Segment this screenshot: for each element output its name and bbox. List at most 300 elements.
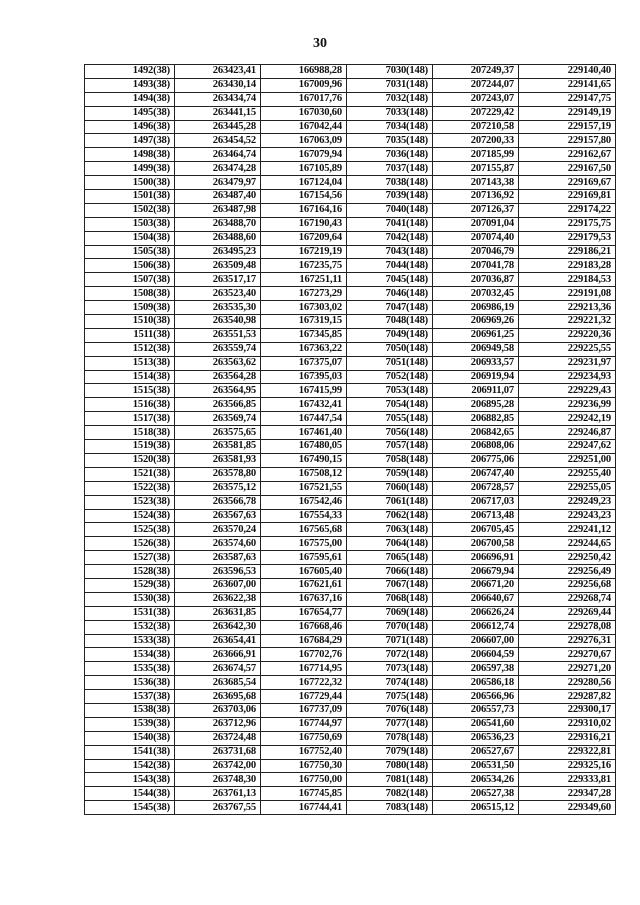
table-cell: 1523(38) [85, 495, 175, 509]
table-cell: 207136,92 [433, 190, 519, 204]
table-cell: 7056(148) [347, 426, 433, 440]
table-cell: 1503(38) [85, 217, 175, 231]
table-cell: 263607,00 [175, 578, 261, 592]
table-row [85, 495, 616, 509]
table-cell: 1505(38) [85, 245, 175, 259]
table-cell: 263535,30 [175, 301, 261, 315]
table-cell: 167668,46 [261, 620, 347, 634]
table-cell: 7052(148) [347, 370, 433, 384]
table-cell: 206961,25 [433, 328, 519, 342]
table-cell: 263703,06 [175, 703, 261, 717]
table-cell: 7039(148) [347, 190, 433, 204]
table-cell: 1535(38) [85, 662, 175, 676]
table-cell: 1522(38) [85, 481, 175, 495]
table-row [85, 342, 616, 356]
table-cell: 263479,97 [175, 176, 261, 190]
table-cell: 229255,05 [519, 481, 616, 495]
table-cell: 1540(38) [85, 731, 175, 745]
table-row [85, 301, 616, 315]
table-cell: 1520(38) [85, 453, 175, 467]
table-cell: 7058(148) [347, 453, 433, 467]
table-cell: 263631,85 [175, 606, 261, 620]
table-cell: 1541(38) [85, 745, 175, 759]
table-cell: 7038(148) [347, 176, 433, 190]
table-cell: 263434,74 [175, 92, 261, 106]
table-cell: 207126,37 [433, 203, 519, 217]
table-cell: 263566,85 [175, 398, 261, 412]
table-row [85, 648, 616, 662]
table-cell: 7033(148) [347, 106, 433, 120]
table-cell: 263563,62 [175, 356, 261, 370]
table-cell: 167490,15 [261, 453, 347, 467]
table-cell: 229349,60 [519, 801, 616, 815]
table-cell: 229179,53 [519, 231, 616, 245]
table-cell: 7041(148) [347, 217, 433, 231]
table-cell: 263495,23 [175, 245, 261, 259]
table-cell: 1537(38) [85, 690, 175, 704]
table-cell: 229162,67 [519, 148, 616, 162]
table-cell: 229287,82 [519, 690, 616, 704]
table-cell: 229243,23 [519, 509, 616, 523]
table-cell: 229244,65 [519, 537, 616, 551]
table-cell: 263569,74 [175, 412, 261, 426]
table-cell: 167508,12 [261, 467, 347, 481]
table-row [85, 662, 616, 676]
table-cell: 263540,98 [175, 315, 261, 329]
table-cell: 167637,16 [261, 592, 347, 606]
table-cell: 7078(148) [347, 731, 433, 745]
table-cell: 1516(38) [85, 398, 175, 412]
table-cell: 207091,04 [433, 217, 519, 231]
table-cell: 206515,12 [433, 801, 519, 815]
table-cell: 206717,03 [433, 495, 519, 509]
coordinates-table [84, 64, 616, 815]
table-cell: 263454,52 [175, 134, 261, 148]
table-cell: 167319,15 [261, 315, 347, 329]
table-cell: 1500(38) [85, 176, 175, 190]
table-cell: 263509,48 [175, 259, 261, 273]
table-cell: 229276,31 [519, 634, 616, 648]
table-cell: 207032,45 [433, 287, 519, 301]
table-cell: 167363,22 [261, 342, 347, 356]
table-cell: 7068(148) [347, 592, 433, 606]
table-cell: 7050(148) [347, 342, 433, 356]
table-row [85, 606, 616, 620]
table-row [85, 176, 616, 190]
table-cell: 167521,55 [261, 481, 347, 495]
table-cell: 207210,58 [433, 120, 519, 134]
table-cell: 206597,38 [433, 662, 519, 676]
table-cell: 1511(38) [85, 328, 175, 342]
table-cell: 7077(148) [347, 717, 433, 731]
table-cell: 167432,41 [261, 398, 347, 412]
table-cell: 263666,91 [175, 648, 261, 662]
table-cell: 1501(38) [85, 190, 175, 204]
table-row [85, 620, 616, 634]
table-cell: 1538(38) [85, 703, 175, 717]
table-cell: 263712,96 [175, 717, 261, 731]
table-cell: 7062(148) [347, 509, 433, 523]
table-row [85, 287, 616, 301]
table-row [85, 328, 616, 342]
table-cell: 206969,26 [433, 315, 519, 329]
table-cell: 263445,28 [175, 120, 261, 134]
table-cell: 7070(148) [347, 620, 433, 634]
table-cell: 166988,28 [261, 65, 347, 79]
table-cell: 229213,36 [519, 301, 616, 315]
table-cell: 7072(148) [347, 648, 433, 662]
table-row [85, 481, 616, 495]
table-cell: 7066(148) [347, 565, 433, 579]
table-cell: 167714,95 [261, 662, 347, 676]
table-row [85, 190, 616, 204]
table-cell: 7049(148) [347, 328, 433, 342]
table-row [85, 787, 616, 801]
table-cell: 229256,68 [519, 578, 616, 592]
table-cell: 229229,43 [519, 384, 616, 398]
table-cell: 229333,81 [519, 773, 616, 787]
table-cell: 167079,94 [261, 148, 347, 162]
table-cell: 7034(148) [347, 120, 433, 134]
table-cell: 167575,00 [261, 537, 347, 551]
table-cell: 7048(148) [347, 315, 433, 329]
table-cell: 167345,85 [261, 328, 347, 342]
table-cell: 7055(148) [347, 412, 433, 426]
table-cell: 7083(148) [347, 801, 433, 815]
table-cell: 167375,07 [261, 356, 347, 370]
table-row [85, 592, 616, 606]
table-row [85, 370, 616, 384]
table-cell: 229175,75 [519, 217, 616, 231]
table-cell: 167219,19 [261, 245, 347, 259]
table-cell: 167595,61 [261, 551, 347, 565]
table-row [85, 731, 616, 745]
table-cell: 1514(38) [85, 370, 175, 384]
table-cell: 167554,33 [261, 509, 347, 523]
table-cell: 167273,29 [261, 287, 347, 301]
table-cell: 1507(38) [85, 273, 175, 287]
table-cell: 167030,60 [261, 106, 347, 120]
table-cell: 263731,68 [175, 745, 261, 759]
table-cell: 7069(148) [347, 606, 433, 620]
table-cell: 167722,32 [261, 676, 347, 690]
table-cell: 7065(148) [347, 551, 433, 565]
table-cell: 263575,65 [175, 426, 261, 440]
table-cell: 167702,76 [261, 648, 347, 662]
table-cell: 207244,07 [433, 78, 519, 92]
table-cell: 229149,19 [519, 106, 616, 120]
table-row [85, 134, 616, 148]
table-cell: 167621,61 [261, 578, 347, 592]
table-row [85, 315, 616, 329]
table-cell: 1525(38) [85, 523, 175, 537]
table-cell: 206775,06 [433, 453, 519, 467]
table-cell: 229250,42 [519, 551, 616, 565]
table-cell: 7064(148) [347, 537, 433, 551]
table-cell: 167737,09 [261, 703, 347, 717]
table-row [85, 690, 616, 704]
table-cell: 229157,19 [519, 120, 616, 134]
table-row [85, 703, 616, 717]
table-cell: 263567,63 [175, 509, 261, 523]
table-cell: 7040(148) [347, 203, 433, 217]
table-cell: 229310,02 [519, 717, 616, 731]
table-row [85, 676, 616, 690]
table-cell: 229231,97 [519, 356, 616, 370]
table-cell: 229236,99 [519, 398, 616, 412]
table-cell: 229183,28 [519, 259, 616, 273]
table-cell: 229316,21 [519, 731, 616, 745]
table-cell: 263523,40 [175, 287, 261, 301]
table-cell: 206747,40 [433, 467, 519, 481]
table-cell: 1528(38) [85, 565, 175, 579]
table-cell: 229141,65 [519, 78, 616, 92]
table-cell: 229300,17 [519, 703, 616, 717]
table-cell: 263654,41 [175, 634, 261, 648]
table-cell: 263488,70 [175, 217, 261, 231]
table-cell: 229247,62 [519, 440, 616, 454]
table-cell: 263587,63 [175, 551, 261, 565]
table-cell: 1498(38) [85, 148, 175, 162]
table-cell: 206696,91 [433, 551, 519, 565]
table-cell: 263695,68 [175, 690, 261, 704]
table-row [85, 453, 616, 467]
coordinates-table-body [85, 65, 616, 815]
table-cell: 263748,30 [175, 773, 261, 787]
table-cell: 229186,21 [519, 245, 616, 259]
table-cell: 167750,00 [261, 773, 347, 787]
table-cell: 1532(38) [85, 620, 175, 634]
table-cell: 167744,41 [261, 801, 347, 815]
table-cell: 229242,19 [519, 412, 616, 426]
table-cell: 229225,55 [519, 342, 616, 356]
table-cell: 1512(38) [85, 342, 175, 356]
table-cell: 167447,54 [261, 412, 347, 426]
table-cell: 263566,78 [175, 495, 261, 509]
table-cell: 167105,89 [261, 162, 347, 176]
table-cell: 263517,17 [175, 273, 261, 287]
table-cell: 263488,60 [175, 231, 261, 245]
table-cell: 207155,87 [433, 162, 519, 176]
table-cell: 7074(148) [347, 676, 433, 690]
table-cell: 229278,08 [519, 620, 616, 634]
table-cell: 1499(38) [85, 162, 175, 176]
table-cell: 229269,44 [519, 606, 616, 620]
table-cell: 167750,69 [261, 731, 347, 745]
table-cell: 206604,59 [433, 648, 519, 662]
table-cell: 229325,16 [519, 759, 616, 773]
table-row [85, 384, 616, 398]
table-cell: 229347,28 [519, 787, 616, 801]
table-cell: 167684,29 [261, 634, 347, 648]
table-cell: 263464,74 [175, 148, 261, 162]
table-cell: 167480,05 [261, 440, 347, 454]
table-row [85, 398, 616, 412]
table-cell: 263564,95 [175, 384, 261, 398]
table-cell: 229220,36 [519, 328, 616, 342]
table-cell: 263575,12 [175, 481, 261, 495]
table-cell: 206705,45 [433, 523, 519, 537]
table-row [85, 148, 616, 162]
table-cell: 7044(148) [347, 259, 433, 273]
table-row [85, 231, 616, 245]
table-cell: 206531,50 [433, 759, 519, 773]
table-cell: 1524(38) [85, 509, 175, 523]
table-cell: 7060(148) [347, 481, 433, 495]
table-row [85, 773, 616, 787]
table-cell: 206536,23 [433, 731, 519, 745]
table-cell: 1529(38) [85, 578, 175, 592]
table-cell: 167542,46 [261, 495, 347, 509]
table-cell: 229184,53 [519, 273, 616, 287]
table-cell: 1506(38) [85, 259, 175, 273]
table-row [85, 217, 616, 231]
table-cell: 229169,81 [519, 190, 616, 204]
table-cell: 7047(148) [347, 301, 433, 315]
table-cell: 1508(38) [85, 287, 175, 301]
table-cell: 7051(148) [347, 356, 433, 370]
table-cell: 263487,98 [175, 203, 261, 217]
table-cell: 1536(38) [85, 676, 175, 690]
table-cell: 7061(148) [347, 495, 433, 509]
table-cell: 7057(148) [347, 440, 433, 454]
table-row [85, 162, 616, 176]
table-cell: 7079(148) [347, 745, 433, 759]
table-row [85, 565, 616, 579]
table-cell: 167750,30 [261, 759, 347, 773]
table-cell: 263742,00 [175, 759, 261, 773]
table-cell: 229167,50 [519, 162, 616, 176]
table-cell: 1539(38) [85, 717, 175, 731]
table-cell: 167415,99 [261, 384, 347, 398]
table-cell: 1531(38) [85, 606, 175, 620]
table-cell: 1527(38) [85, 551, 175, 565]
table-cell: 229280,56 [519, 676, 616, 690]
table-cell: 167042,44 [261, 120, 347, 134]
table-cell: 167303,02 [261, 301, 347, 315]
table-cell: 7042(148) [347, 231, 433, 245]
table-cell: 207143,38 [433, 176, 519, 190]
table-cell: 1492(38) [85, 65, 175, 79]
table-cell: 229191,08 [519, 287, 616, 301]
table-cell: 7053(148) [347, 384, 433, 398]
table-cell: 263642,30 [175, 620, 261, 634]
table-cell: 229270,67 [519, 648, 616, 662]
table-cell: 229234,93 [519, 370, 616, 384]
table-row [85, 106, 616, 120]
table-cell: 1543(38) [85, 773, 175, 787]
table-cell: 263474,28 [175, 162, 261, 176]
table-cell: 1497(38) [85, 134, 175, 148]
table-row [85, 801, 616, 815]
table-cell: 229255,40 [519, 467, 616, 481]
table-cell: 206842,65 [433, 426, 519, 440]
table-cell: 229251,00 [519, 453, 616, 467]
table-cell: 1502(38) [85, 203, 175, 217]
table-cell: 1510(38) [85, 315, 175, 329]
table-cell: 229169,67 [519, 176, 616, 190]
table-cell: 206986,19 [433, 301, 519, 315]
table-row [85, 78, 616, 92]
table-cell: 207074,40 [433, 231, 519, 245]
table-row [85, 440, 616, 454]
table-cell: 206527,67 [433, 745, 519, 759]
table-cell: 206895,28 [433, 398, 519, 412]
table-cell: 206541,60 [433, 717, 519, 731]
table-cell: 1517(38) [85, 412, 175, 426]
table-cell: 263564,28 [175, 370, 261, 384]
table-cell: 207185,99 [433, 148, 519, 162]
table-cell: 229256,49 [519, 565, 616, 579]
table-cell: 167009,96 [261, 78, 347, 92]
table-cell: 7082(148) [347, 787, 433, 801]
table-row [85, 426, 616, 440]
table-cell: 263441,15 [175, 106, 261, 120]
table-cell: 206808,06 [433, 440, 519, 454]
table-cell: 1494(38) [85, 92, 175, 106]
table-row [85, 551, 616, 565]
table-cell: 263724,48 [175, 731, 261, 745]
table-cell: 206882,85 [433, 412, 519, 426]
table-cell: 1542(38) [85, 759, 175, 773]
table-cell: 263674,57 [175, 662, 261, 676]
table-cell: 206527,38 [433, 787, 519, 801]
table-cell: 7076(148) [347, 703, 433, 717]
table-cell: 1544(38) [85, 787, 175, 801]
table-cell: 263581,85 [175, 440, 261, 454]
table-cell: 7080(148) [347, 759, 433, 773]
table-row [85, 523, 616, 537]
table-cell: 1521(38) [85, 467, 175, 481]
table-cell: 167164,16 [261, 203, 347, 217]
table-cell: 167605,40 [261, 565, 347, 579]
table-cell: 229174,22 [519, 203, 616, 217]
table-row [85, 717, 616, 731]
table-cell: 167235,75 [261, 259, 347, 273]
table-cell: 207229,42 [433, 106, 519, 120]
table-cell: 206700,58 [433, 537, 519, 551]
table-cell: 1526(38) [85, 537, 175, 551]
table-cell: 206566,96 [433, 690, 519, 704]
table-cell: 7081(148) [347, 773, 433, 787]
table-cell: 207243,07 [433, 92, 519, 106]
table-cell: 207036,87 [433, 273, 519, 287]
table-cell: 7043(148) [347, 245, 433, 259]
table-row [85, 634, 616, 648]
table-cell: 167017,76 [261, 92, 347, 106]
table-cell: 206612,74 [433, 620, 519, 634]
table-cell: 207249,37 [433, 65, 519, 79]
table-cell: 263685,54 [175, 676, 261, 690]
table-row [85, 509, 616, 523]
table-row [85, 412, 616, 426]
table-cell: 1495(38) [85, 106, 175, 120]
table-cell: 167654,77 [261, 606, 347, 620]
table-cell: 206933,57 [433, 356, 519, 370]
table-cell: 229221,32 [519, 315, 616, 329]
table-cell: 263487,40 [175, 190, 261, 204]
table-row [85, 120, 616, 134]
table-cell: 1515(38) [85, 384, 175, 398]
table-row [85, 245, 616, 259]
table-cell: 206607,00 [433, 634, 519, 648]
table-cell: 229271,20 [519, 662, 616, 676]
table-row [85, 273, 616, 287]
table-cell: 206557,73 [433, 703, 519, 717]
table-row [85, 259, 616, 273]
table-cell: 206586,18 [433, 676, 519, 690]
table-cell: 1504(38) [85, 231, 175, 245]
